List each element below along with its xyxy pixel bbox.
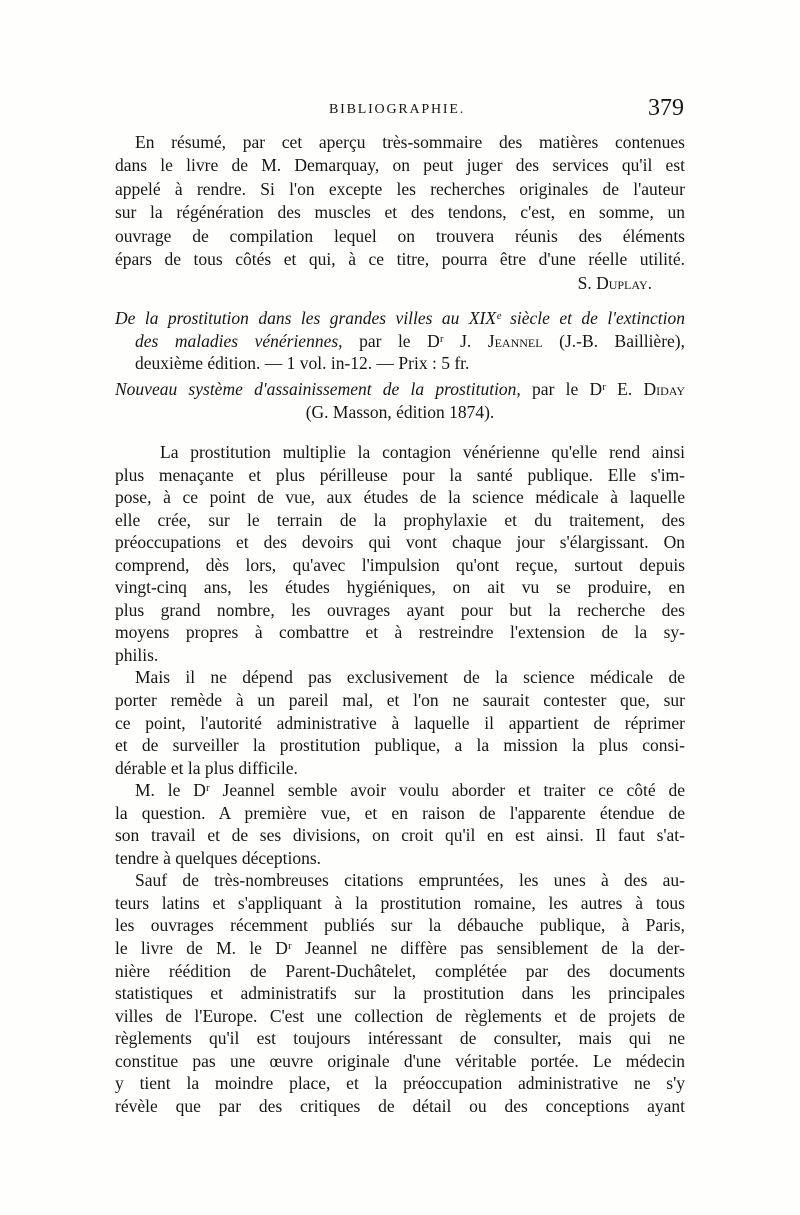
text-line: La prostitution multiplie la contagion vénérienne qu'elle rend ainsi bbox=[160, 442, 685, 462]
entry-line bbox=[115, 330, 685, 353]
text-line: teurs latins et s'appliquant à la prostitution romaine, les autres à tous bbox=[115, 892, 685, 913]
text-line: En résumé, par cet aperçu très-sommaire des matières contenues bbox=[135, 132, 685, 152]
entry-publisher: (G. Masson, édition 1874). bbox=[305, 402, 495, 422]
entry-author-prefix: par le Dʳ bbox=[359, 330, 444, 351]
text-line: Sauf de très-nombreuses citations empruntées, les unes à des au- bbox=[135, 870, 685, 891]
text-line: révèle que par des critiques de détail ou des conceptions ayant bbox=[115, 1095, 685, 1116]
text-line: nière réédition de Parent-Duchâtelet, complétée par des documents bbox=[115, 960, 685, 981]
entry-author-prefix: par le Dʳ bbox=[532, 379, 606, 399]
entry-title: Nouveau système d'assainissement de la prostitution, bbox=[115, 379, 521, 399]
text-line: le livre de M. le Dʳ Jeannel ne diffère pas sensiblement de la der- bbox=[115, 938, 685, 959]
entry-line bbox=[115, 378, 685, 401]
text-line: philis. bbox=[115, 644, 159, 665]
text-line: son travail et de ses divisions, on croit qu'il en est ainsi. Il faut s'at- bbox=[115, 825, 685, 846]
review-paragraph bbox=[115, 869, 685, 1117]
running-title: BIBLIOGRAPHIE. bbox=[329, 102, 466, 117]
text-line: vingt-cinq ans, les études hygiéniques, on ait vu se produire, en bbox=[115, 577, 685, 598]
text-line: et de surveiller la prostitution publique, a la mission la plus consi- bbox=[115, 735, 685, 756]
text-line: villes de l'Europe. C'est une collection de règlements et de projets de bbox=[115, 1005, 685, 1026]
text-line: plus grand nombre, les ouvrages ayant pour but la recherche des bbox=[115, 599, 685, 620]
review-signature: S. Duplay. bbox=[577, 273, 652, 293]
text-line: statistiques et administratifs sur la prostitution dans les principales bbox=[115, 983, 685, 1004]
bibliography-entry bbox=[115, 307, 685, 375]
text-line: épars de tous côtés et qui, à ce titre, pourra être d'une réelle utilité. bbox=[115, 249, 685, 270]
previous-review-paragraph bbox=[115, 131, 685, 271]
text-line: la question. A première vue, et en raison de l'apparente étendue de bbox=[115, 802, 685, 823]
entry-title: des maladies vénériennes, bbox=[135, 330, 343, 351]
entry-author: J. Jeannel bbox=[460, 330, 543, 351]
entry-author: E. Diday bbox=[617, 379, 685, 399]
review-paragraph bbox=[115, 441, 685, 666]
text-line: règlements qu'il est toujours intéressant de consulter, mais qui ne bbox=[115, 1028, 685, 1049]
page-number: 379 bbox=[648, 95, 684, 121]
entry-publisher: (J.-B. Baillière), bbox=[559, 330, 685, 351]
text-line: M. le Dʳ Jeannel semble avoir voulu aborder et traiter ce côté de bbox=[135, 780, 685, 801]
text-line: les ouvrages récemment publiés sur la débauche publique, à Paris, bbox=[115, 915, 685, 936]
review-body bbox=[115, 441, 685, 1117]
text-line: y tient la moindre place, et la préoccupation administrative ne s'y bbox=[115, 1073, 685, 1094]
text-line: dérable et la plus difficile. bbox=[115, 757, 298, 778]
text-line: sur la régénération des muscles et des tendons, c'est, en somme, un bbox=[115, 202, 685, 223]
text-line: ouvrage de compilation lequel on trouvera réunis des éléments bbox=[115, 225, 685, 246]
text-line: porter remède à un pareil mal, et l'on ne saurait contester que, sur bbox=[115, 690, 685, 711]
text-line: Mais il ne dépend pas exclusivement de la science médicale de bbox=[135, 667, 685, 688]
text-line: appelé à rendre. Si l'on excepte les recherches originales de l'auteur bbox=[115, 178, 685, 199]
text-line: plus menaçante et plus périlleuse pour la santé publique. Elle s'im- bbox=[115, 464, 685, 485]
review-paragraph bbox=[115, 666, 685, 779]
text-line: moyens propres à combattre et à restreindre l'extension de la sy- bbox=[115, 622, 685, 643]
text-line: dans le livre de M. Demarquay, on peut juger des services qu'il est bbox=[115, 155, 685, 176]
entry-title: De la prostitution dans les grandes villes au XIXᵉ siècle et de l'extinction bbox=[115, 308, 685, 328]
review-paragraph bbox=[115, 779, 685, 869]
text-line: ce point, l'autorité administrative à laquelle il appartient de réprimer bbox=[115, 712, 685, 733]
text-line: constitue pas une œuvre originale d'une véritable portée. Le médecin bbox=[115, 1050, 685, 1071]
text-line: elle crée, sur le terrain de la prophylaxie et du traitement, des bbox=[115, 509, 685, 530]
entry-details: deuxième édition. — 1 vol. in-12. — Prix : 5 fr. bbox=[135, 353, 470, 374]
text-line: comprend, dès lors, qu'avec l'impulsion qu'ont reçue, surtout depuis bbox=[115, 554, 685, 575]
bibliography-entry bbox=[115, 378, 685, 424]
text-line: pose, à ce point de vue, aux études de la science médicale à laquelle bbox=[115, 487, 685, 508]
text-line: préoccupations et des devoirs qui vont chaque jour s'élargissant. On bbox=[115, 532, 685, 553]
text-line: tendre à quelques déceptions. bbox=[115, 847, 322, 868]
